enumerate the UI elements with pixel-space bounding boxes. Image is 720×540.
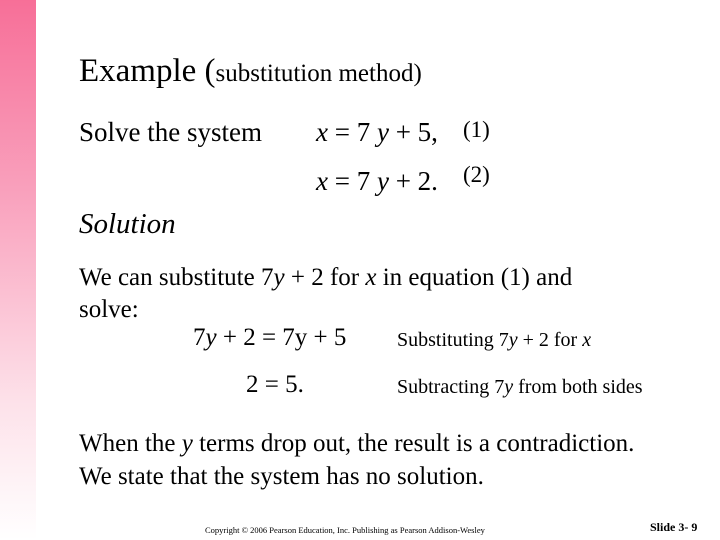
equation-2: x = 7 y + 2.: [316, 166, 438, 196]
intro-line-1: We can substitute 7y + 2 for x in equation (1) and: [79, 264, 573, 291]
equation-2-number: (2): [463, 162, 490, 187]
decorative-side-bar: [0, 0, 36, 540]
step-1-note: Substituting 7y + 2 for x: [397, 329, 592, 351]
solution-heading: Solution: [79, 208, 176, 240]
conclusion-line-1: When the y terms drop out, the result is a contradiction.: [79, 430, 635, 457]
step-2-equation: 2 = 5.: [246, 371, 304, 398]
copyright-notice: Copyright © 2006 Pearson Education, Inc. Publishing as Pearson Addison-Wesley: [205, 525, 485, 535]
slide-number: Slide 3- 9: [650, 520, 698, 534]
intro-line-2: solve:: [79, 296, 139, 323]
problem-prompt: Solve the system: [79, 117, 262, 147]
slide-title: Example (substitution method): [79, 53, 422, 89]
equation-1-number: (1): [463, 117, 490, 142]
conclusion-line-2: We state that the system has no solution.: [79, 463, 484, 490]
step-2-note: Subtracting 7y from both sides: [397, 376, 643, 398]
step-1-equation: 7y + 2 = 7y + 5: [193, 324, 347, 351]
equation-1: x = 7 y + 5,: [316, 117, 438, 147]
